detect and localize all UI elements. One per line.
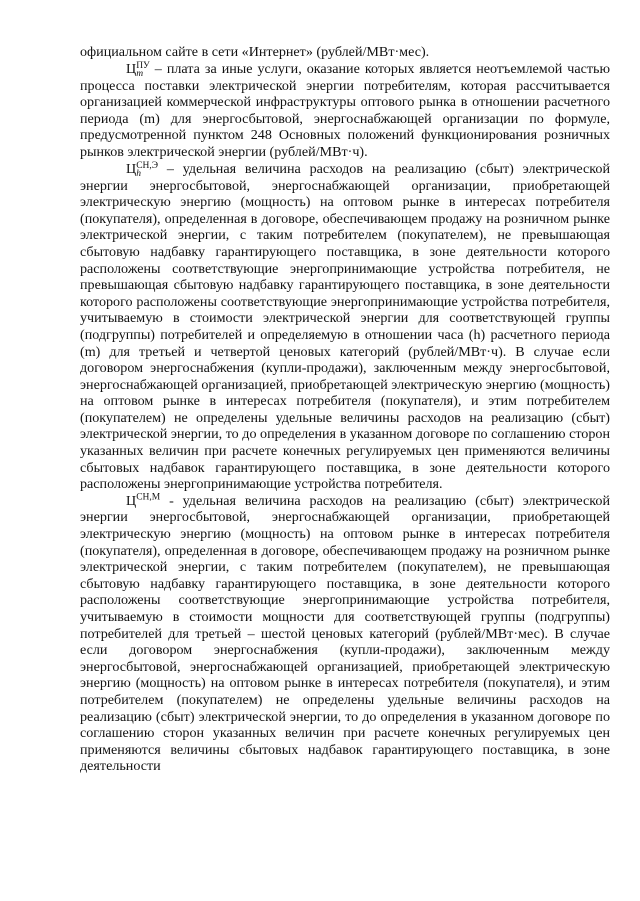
formula-symbol-c-sn-m: $Ц^{СН,М}$: [126, 492, 161, 509]
paragraph-continuation: официальном сайте в сети «Интернет» (рублей/МВт·мес).: [80, 44, 430, 60]
paragraph-other-services-fee: Ц ПУ m – плата за иные услуги, оказание которых является неотъемлемой частью процесса поставки электрической энергии потребителям, которая рассчитывается организацией коммерческой инфраструктуры оптового рынка в отношении расчетного периода (m) для энергосбытовой, энергоснабжающей организации по формуле, предусмотренной пунктом 248 Основных положений функционирования розничных рынков электрической энергии (рублей/МВт·ч).: [80, 60, 610, 160]
formula-symbol-c-pu: Ц ПУ m: [126, 60, 150, 79]
paragraph-sales-cost-energy: Ц СН,Э h – удельная величина расходов на реализацию (сбыт) электрической энергии энергосбытовой, энергоснабжающей организации, приобретающей электрическую энергию (мощность) на оптовом рынке в интересах потребителя (покупателя), определенная в договоре, обеспечивающем продажу на розничном рынке электрической энергии, с таким потребителем (покупателем), не превышающая сбытовую надбавку гарантирующего поставщика, в зоне деятельности которого расположены соответствующие энергопринимающие устройства потребителя, не превышающая сбытовую надбавку гарантирующего поставщика, в зоне деятельности которого расположены соответствующие энергопринимающие устройства потребителя, учитываемую в стоимости электрической энергии для соответствующей группы (подгруппы) потребителей и определяемую в отношении часа (h) расчетного периода (m) для третьей и четвертой ценовых категорий (рублей/МВт·ч). В случае если договором энергоснабжения (купли-продажи), заключенным между энергосбытовой, энергоснабжающей организацией, приобретающей электрическую энергию (мощность) на оптовом рынке в интересах потребителя (покупателя), и этим потребителем (покупателем) не определены удельные величины расходов на реализацию (сбыт) электрической энергии, то до определения в указанном договоре по соглашению сторон указанных величин при расчете конечных регулируемых цен применяются величины сбытовых надбавок гарантирующего поставщика, в зоне деятельности которого расположены энергопринимающие устройства потребителя.: [80, 160, 610, 493]
formula-symbol-c-sn-e: Ц СН,Э h: [126, 160, 159, 179]
document-page: [80, 44, 610, 775]
paragraph-sales-cost-capacity: $Ц^{СН,М}$ - удельная величина расходов на реализацию (сбыт) электрической энергии энергосбытовой, энергоснабжающей организации, приобретающей электрическую энергию (мощность) на оптовом рынке в интересах потребителя (покупателя), определенная в договоре, обеспечивающем продажу на розничном рынке электрической энергии, с таким потребителем (покупателем), не превышающая сбытовую надбавку гарантирующего поставщика, в зоне деятельности которого расположены соответствующие энергопринимающие устройства потребителя, учитываемую в стоимости мощности для соответствующей группы (подгруппы) потребителей для третьей – шестой ценовых категорий (рублей/МВт·мес). В случае если договором энергоснабжения (купли-продажи), заключенным между энергосбытовой, энергоснабжающей организацией, приобретающей электрическую энергию (мощность) на оптовом рынке в интересах потребителя (покупателя), и этим потребителем (покупателем) не определены удельные величины расходов на реализацию (сбыт) электрической энергии, то до определения в указанном договоре по соглашению сторон указанных величин при расчете конечных регулируемых цен применяются величины сбытовых надбавок гарантирующего поставщика, в зоне деятельности: [80, 492, 610, 775]
